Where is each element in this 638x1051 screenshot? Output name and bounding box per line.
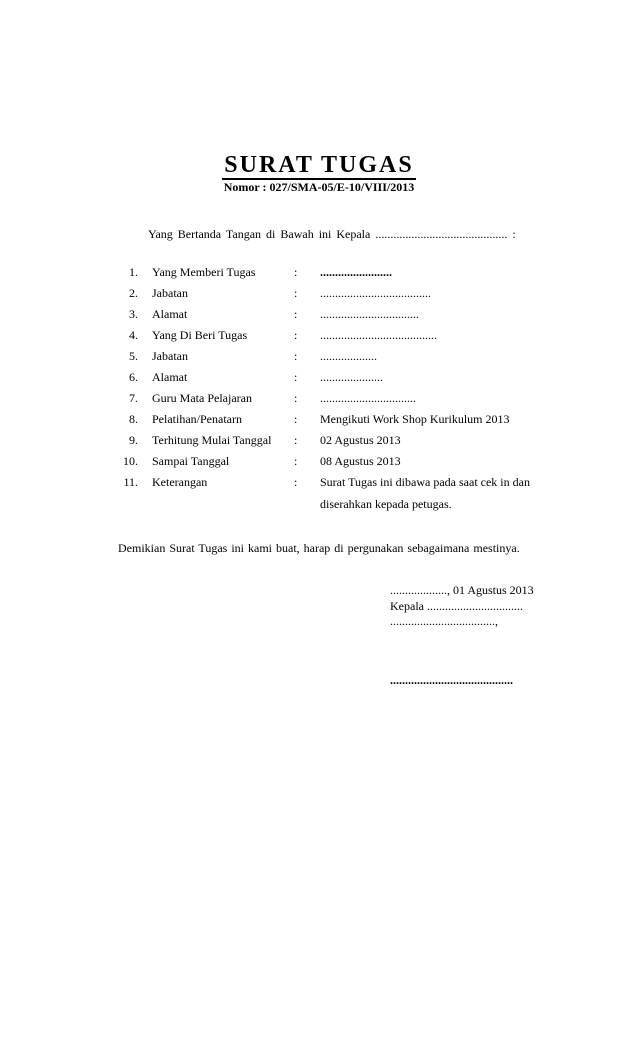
item-number: 10. — [123, 454, 138, 468]
item-label: Guru Mata Pelajaran — [152, 391, 252, 405]
item-number: 7. — [129, 391, 138, 405]
item-number: 9. — [129, 433, 138, 447]
item-colon: : — [294, 475, 298, 489]
item-colon: : — [294, 454, 298, 468]
item-label: Jabatan — [152, 349, 188, 363]
item-value: ................................. — [320, 307, 419, 321]
item-colon: : — [294, 307, 298, 321]
item-value: ................................ — [320, 391, 416, 405]
item-value: 08 Agustus 2013 — [320, 454, 401, 468]
item-value: ..................................... — [320, 286, 431, 300]
item-colon: : — [294, 286, 298, 300]
item-value: Surat Tugas ini dibawa pada saat cek in dan diserahkan kepada petugas. — [320, 475, 530, 511]
item-label: Jabatan — [152, 286, 188, 300]
item-label: Keterangan — [152, 475, 208, 489]
item-label: Sampai Tanggal — [152, 454, 230, 468]
signature-place-date: ..................., 01 Agustus 2013 — [390, 583, 534, 597]
item-colon: : — [294, 349, 298, 363]
item-number: 6. — [129, 370, 138, 384]
item-number: 11. — [123, 475, 138, 489]
intro-text: Yang Bertanda Tangan di Bawah ini Kepala ............................................ : — [148, 227, 516, 241]
item-number: 4. — [129, 328, 138, 342]
item-number: 8. — [129, 412, 138, 426]
item-colon: : — [294, 328, 298, 342]
item-number: 3. — [129, 307, 138, 321]
item-label: Alamat — [152, 370, 188, 384]
document-title — [0, 151, 638, 179]
title-text: SURAT TUGAS — [224, 152, 414, 178]
item-value: ..................... — [320, 370, 383, 384]
item-value: ........................ — [320, 265, 392, 279]
item-value: Mengikuti Work Shop Kurikulum 2013 — [320, 412, 510, 426]
item-label: Yang Memberi Tugas — [152, 265, 256, 279]
signature-position: Kepala ................................ — [390, 599, 523, 613]
signature-name: ......................................... — [390, 673, 513, 687]
item-number: 5. — [129, 349, 138, 363]
item-value: ................... — [320, 349, 377, 363]
item-label: Alamat — [152, 307, 188, 321]
item-colon: : — [294, 412, 298, 426]
item-colon: : — [294, 265, 298, 279]
item-colon: : — [294, 433, 298, 447]
item-number: 1. — [129, 265, 138, 279]
item-colon: : — [294, 370, 298, 384]
item-label: Terhitung Mulai Tanggal — [152, 433, 272, 447]
item-number: 2. — [129, 286, 138, 300]
item-label: Yang Di Beri Tugas — [152, 328, 248, 342]
list-item — [0, 475, 638, 519]
item-value: ....................................... — [320, 328, 437, 342]
item-colon: : — [294, 391, 298, 405]
signature-line: ..................................., — [390, 614, 498, 628]
document-number: Nomor : 027/SMA-05/E-10/VIII/2013 — [223, 180, 415, 194]
closing-text: Demikian Surat Tugas ini kami buat, harap di pergunakan sebagaimana mestinya. — [118, 541, 520, 555]
item-label: Pelatihan/Penatarn — [152, 412, 242, 426]
item-value: 02 Agustus 2013 — [320, 433, 401, 447]
